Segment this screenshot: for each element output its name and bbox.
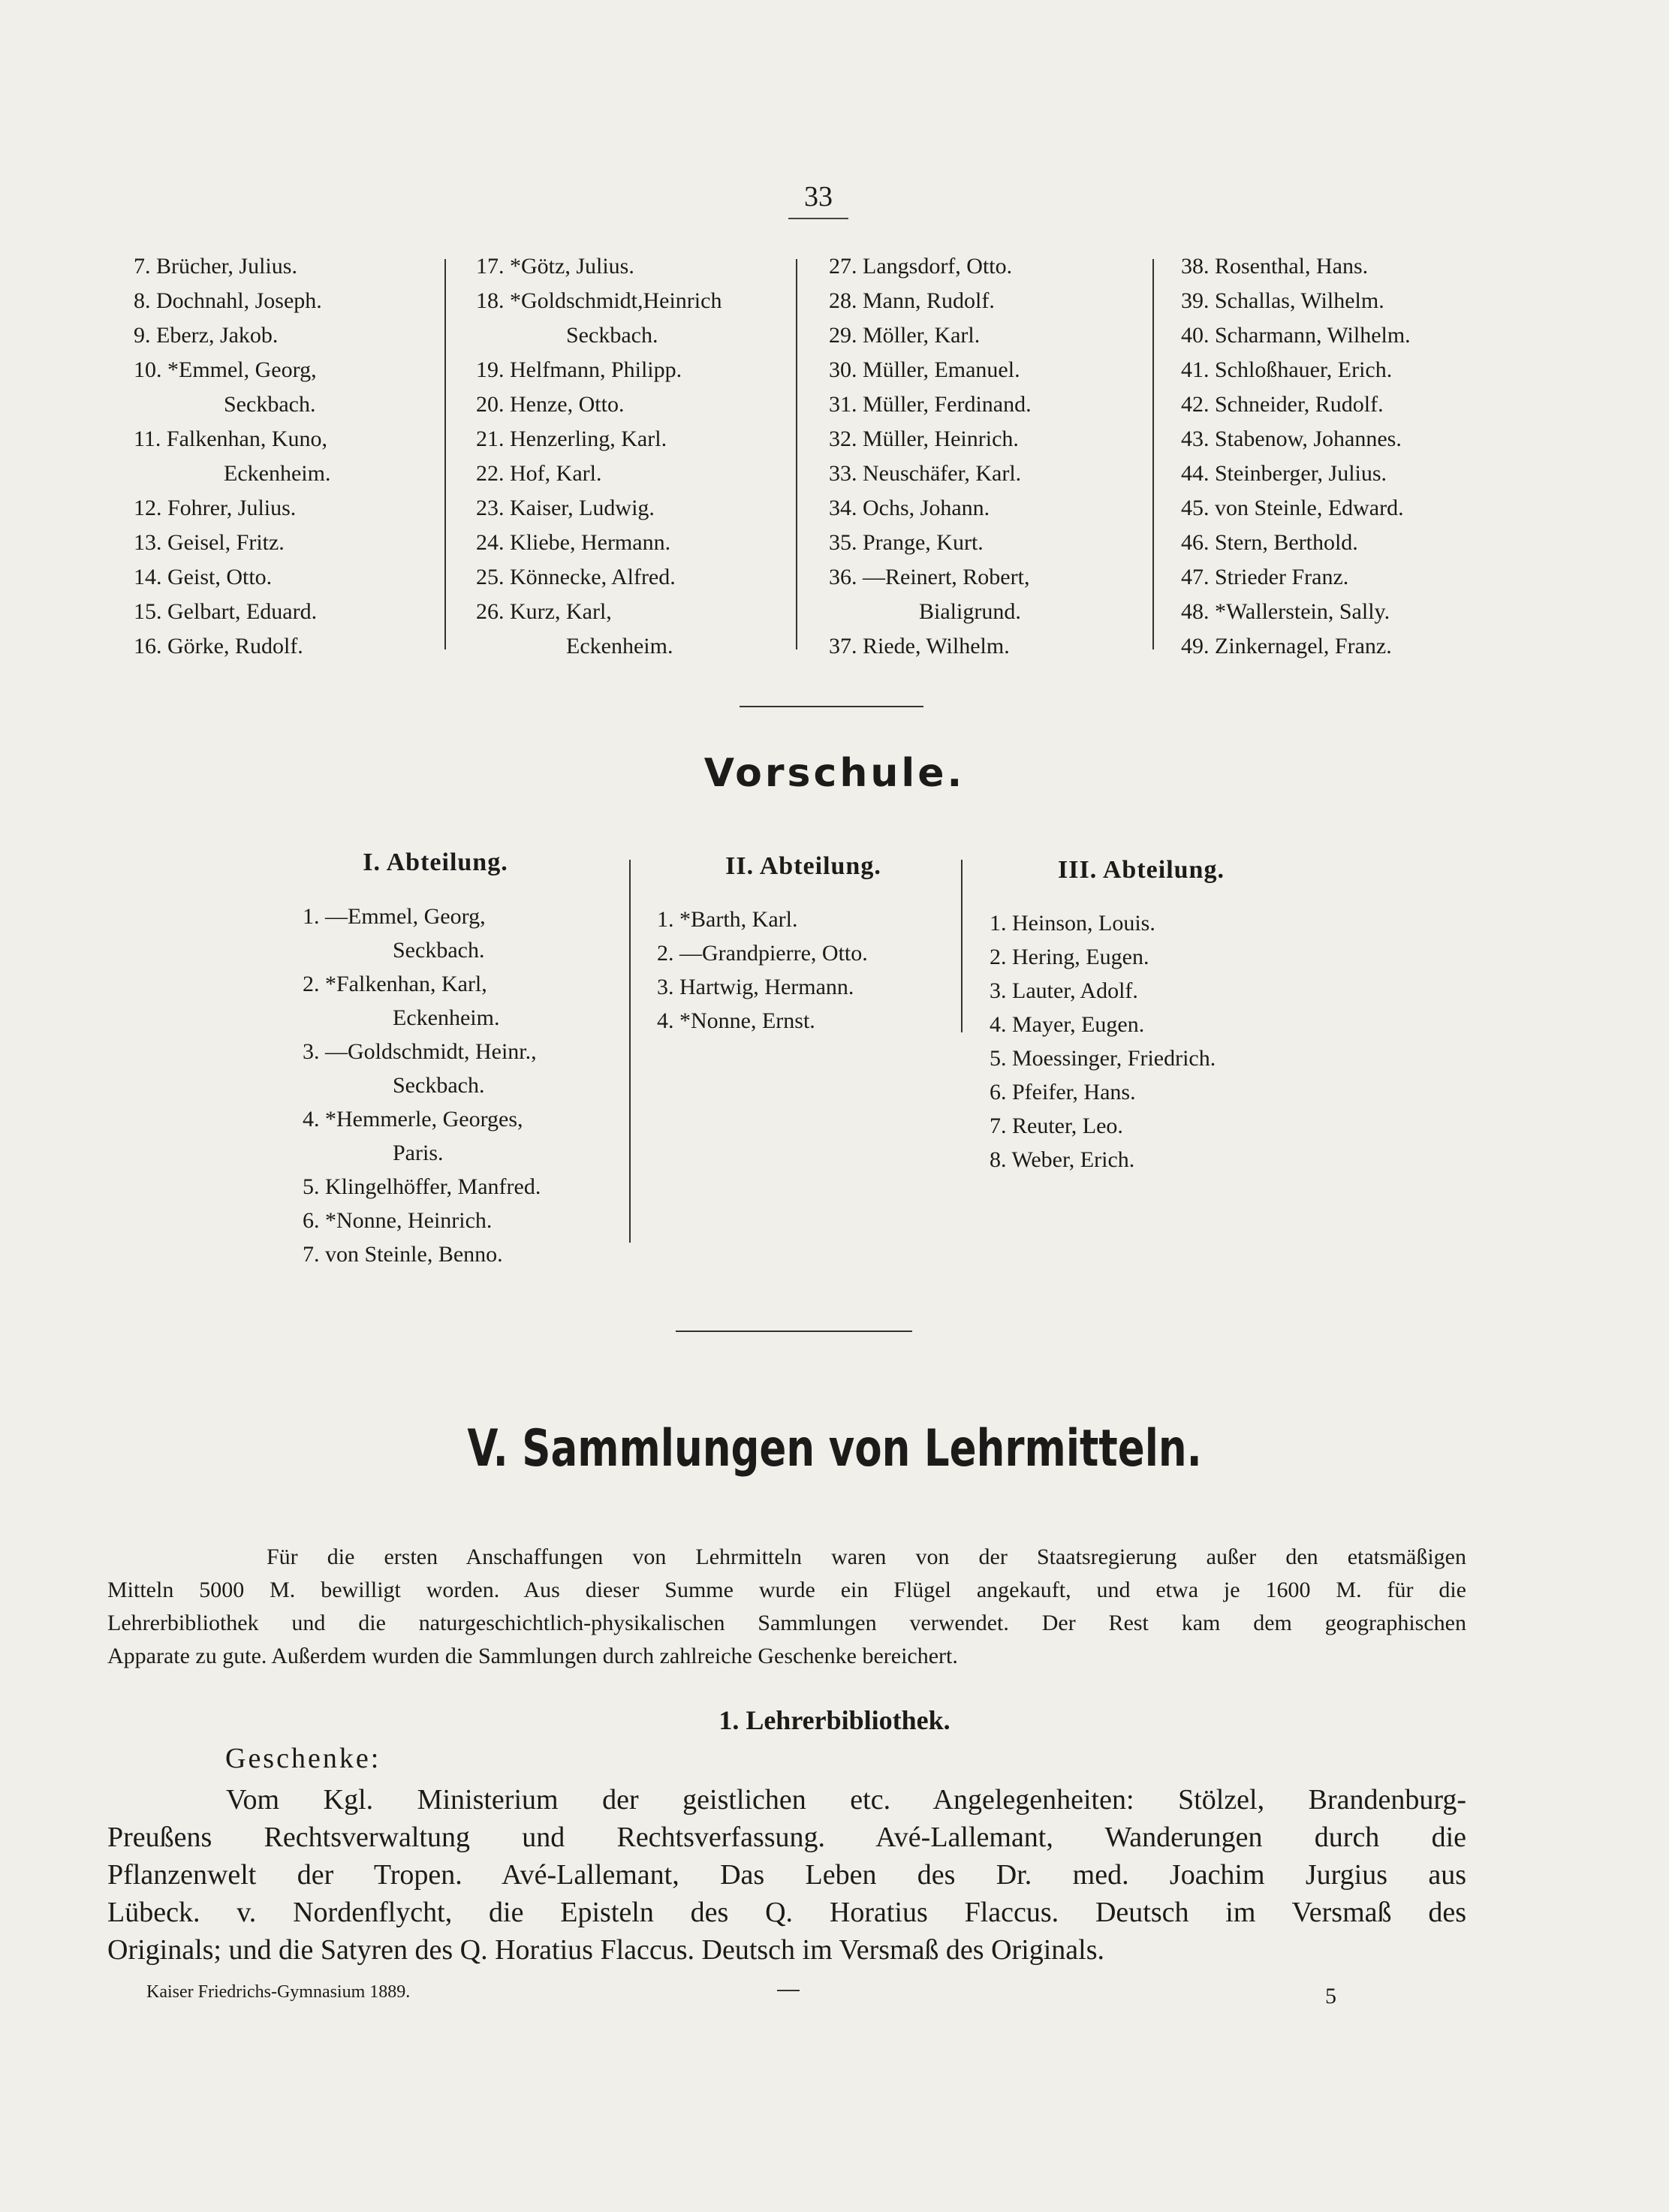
list-entry: 11. Falkenhan, Kuno, [134, 426, 328, 451]
section-rule [676, 1331, 912, 1332]
list-entry: 6. *Nonne, Heinrich. [303, 1208, 493, 1233]
gift-line: Lübeck. v. Nordenflycht, die Episteln des Q. Horatius Flaccus. Deutsch im Versmaß des [107, 1897, 1466, 1928]
list-entry-continuation: Paris. [393, 1141, 444, 1165]
list-entry: 39. Schallas, Wilhelm. [1181, 288, 1384, 313]
column-divider [796, 259, 797, 649]
student-column-2 [476, 249, 722, 664]
gift-line: Pflanzenwelt der Tropen. Avé-Lallemant, Das Leben des Dr. med. Joachim Jurgius aus [107, 1859, 1466, 1891]
list-entry: 9. Eberz, Jakob. [134, 323, 279, 348]
section-rule [740, 706, 923, 707]
list-entry: 30. Müller, Emanuel. [829, 357, 1020, 382]
list-entry: 2. Hering, Eugen. [990, 945, 1149, 969]
list-entry: 49. Zinkernagel, Franz. [1181, 634, 1392, 658]
vorschule-title: Vorschule. [703, 751, 966, 796]
list-entry: 6. Pfeifer, Hans. [990, 1080, 1136, 1104]
gift-line: Vom Kgl. Ministerium der geistlichen etc. Angelegenheiten: Stölzel, Brandenburg- [226, 1784, 1466, 1816]
list-entry: 5. Moessinger, Friedrich. [990, 1046, 1216, 1071]
page-number: 33 [804, 181, 833, 212]
list-entry: 7. Brücher, Julius. [134, 254, 297, 279]
list-entry: 31. Müller, Ferdinand. [829, 392, 1032, 417]
list-entry: 8. Weber, Erich. [990, 1147, 1135, 1172]
list-entry: 15. Gelbart, Eduard. [134, 599, 318, 624]
list-entry-continuation: Seckbach. [393, 938, 485, 963]
signature-number: 5 [1325, 1984, 1336, 2009]
list-entry: 1. —Emmel, Georg, [303, 904, 486, 929]
abteilung-heading-1: I. Abteilung. [363, 848, 508, 876]
list-entry: 45. von Steinle, Edward. [1181, 496, 1404, 520]
list-entry: 12. Fohrer, Julius. [134, 496, 297, 520]
list-entry: 3. —Goldschmidt, Heinr., [303, 1039, 537, 1064]
student-column-3 [829, 249, 1032, 664]
gift-paragraph [107, 1781, 1466, 1969]
list-entry: 22. Hof, Karl. [476, 461, 602, 486]
list-entry: 43. Stabenow, Johannes. [1181, 426, 1402, 451]
intro-paragraph [107, 1541, 1466, 1673]
list-entry-continuation: Eckenheim. [566, 634, 673, 658]
list-entry: 33. Neuschäfer, Karl. [829, 461, 1022, 486]
list-entry: 27. Langsdorf, Otto. [829, 254, 1013, 279]
abteilung-list-3 [990, 906, 1216, 1177]
list-entry: 46. Stern, Berthold. [1181, 530, 1358, 555]
list-entry-continuation: Bialigrund. [919, 599, 1021, 624]
list-entry: 18. *Goldschmidt,Heinrich [476, 288, 722, 313]
sammlungen-title: V. Sammlungen von Lehrmitteln. [467, 1419, 1202, 1478]
intro-line: Apparate zu gute. Außerdem wurden die Sammlungen durch zahlreiche Geschenke bereichert. [107, 1644, 958, 1668]
list-entry: 26. Kurz, Karl, [476, 599, 612, 624]
list-entry-continuation: Eckenheim. [224, 461, 331, 486]
list-entry: 25. Könnecke, Alfred. [476, 565, 676, 589]
lehrerbibliothek-title: 1. Lehrerbibliothek. [719, 1705, 950, 1735]
list-entry: 20. Henze, Otto. [476, 392, 625, 417]
list-entry: 2. *Falkenhan, Karl, [303, 972, 487, 996]
list-entry: 47. Strieder Franz. [1181, 565, 1349, 589]
column-divider [444, 259, 446, 649]
list-entry: 13. Geisel, Fritz. [134, 530, 285, 555]
column-divider [1152, 259, 1154, 649]
list-entry-continuation: Eckenheim. [393, 1005, 500, 1030]
intro-line: Mitteln 5000 M. bewilligt worden. Aus dieser Summe wurde ein Flügel angekauft, und etwa je 1600 M. für die [107, 1578, 1466, 1602]
intro-line: Lehrerbibliothek und die naturgeschichtlich-physikalischen Sammlungen verwendet. Der Rest kam dem geographischen [107, 1611, 1466, 1635]
list-entry: 34. Ochs, Johann. [829, 496, 990, 520]
list-entry: 19. Helfmann, Philipp. [476, 357, 682, 382]
list-entry: 5. Klingelhöffer, Manfred. [303, 1174, 541, 1199]
list-entry: 4. Mayer, Eugen. [990, 1012, 1145, 1037]
abteilung-list-1 [303, 900, 541, 1271]
abteilung-list-2 [657, 903, 868, 1038]
list-entry: 4. *Hemmerle, Georges, [303, 1107, 523, 1132]
list-entry: 41. Schloßhauer, Erich. [1181, 357, 1393, 382]
page-number-rule [788, 218, 848, 222]
list-entry: 3. Lauter, Adolf. [990, 978, 1138, 1003]
column-divider [961, 860, 963, 1032]
list-entry: 7. Reuter, Leo. [990, 1114, 1123, 1138]
list-entry-continuation: Seckbach. [224, 392, 316, 417]
list-entry: 17. *Götz, Julius. [476, 254, 634, 279]
list-entry: 24. Kliebe, Hermann. [476, 530, 671, 555]
list-entry: 42. Schneider, Rudolf. [1181, 392, 1384, 417]
list-entry-continuation: Seckbach. [393, 1073, 485, 1098]
list-entry: 36. —Reinert, Robert, [829, 565, 1030, 589]
list-entry: 10. *Emmel, Georg, [134, 357, 317, 382]
list-entry: 3. Hartwig, Hermann. [657, 975, 854, 999]
list-entry: 35. Prange, Kurt. [829, 530, 984, 555]
list-entry: 23. Kaiser, Ludwig. [476, 496, 655, 520]
list-entry: 21. Henzerling, Karl. [476, 426, 667, 451]
intro-line: Für die ersten Anschaffungen von Lehrmitteln waren von der Staatsregierung außer den etatsmäßigen [267, 1544, 1466, 1569]
student-column-1 [134, 249, 330, 664]
list-entry: 48. *Wallerstein, Sally. [1181, 599, 1390, 624]
list-entry: 44. Steinberger, Julius. [1181, 461, 1387, 486]
abteilung-heading-3: III. Abteilung. [1058, 856, 1225, 884]
list-entry: 2. —Grandpierre, Otto. [657, 941, 868, 966]
list-entry: 8. Dochnahl, Joseph. [134, 288, 322, 313]
list-entry: 37. Riede, Wilhelm. [829, 634, 1010, 658]
footer-publisher: Kaiser Friedrichs-Gymnasium 1889. [146, 1982, 411, 2002]
list-entry: 1. Heinson, Louis. [990, 911, 1155, 936]
gift-line: Preußens Rechtsverwaltung und Rechtsverfassung. Avé-Lallemant, Wanderungen durch die [107, 1822, 1466, 1853]
list-entry-continuation: Seckbach. [566, 323, 658, 348]
list-entry: 38. Rosenthal, Hans. [1181, 254, 1369, 279]
list-entry: 14. Geist, Otto. [134, 565, 273, 589]
list-entry: 1. *Barth, Karl. [657, 907, 798, 932]
abteilung-heading-2: II. Abteilung. [725, 852, 881, 880]
list-entry: 7. von Steinle, Benno. [303, 1242, 503, 1267]
footer-dash [777, 1990, 800, 1991]
list-entry: 4. *Nonne, Ernst. [657, 1008, 815, 1033]
list-entry: 29. Möller, Karl. [829, 323, 981, 348]
column-divider [629, 860, 631, 1243]
list-entry: 16. Görke, Rudolf. [134, 634, 303, 658]
list-entry: 32. Müller, Heinrich. [829, 426, 1019, 451]
list-entry: 28. Mann, Rudolf. [829, 288, 995, 313]
list-entry: 40. Scharmann, Wilhelm. [1181, 323, 1411, 348]
gift-line: Originals; und die Satyren des Q. Horatius Flaccus. Deutsch im Versmaß des Originals. [107, 1934, 1105, 1966]
student-column-4 [1181, 249, 1411, 664]
geschenke-label: Geschenke: [225, 1743, 381, 1774]
